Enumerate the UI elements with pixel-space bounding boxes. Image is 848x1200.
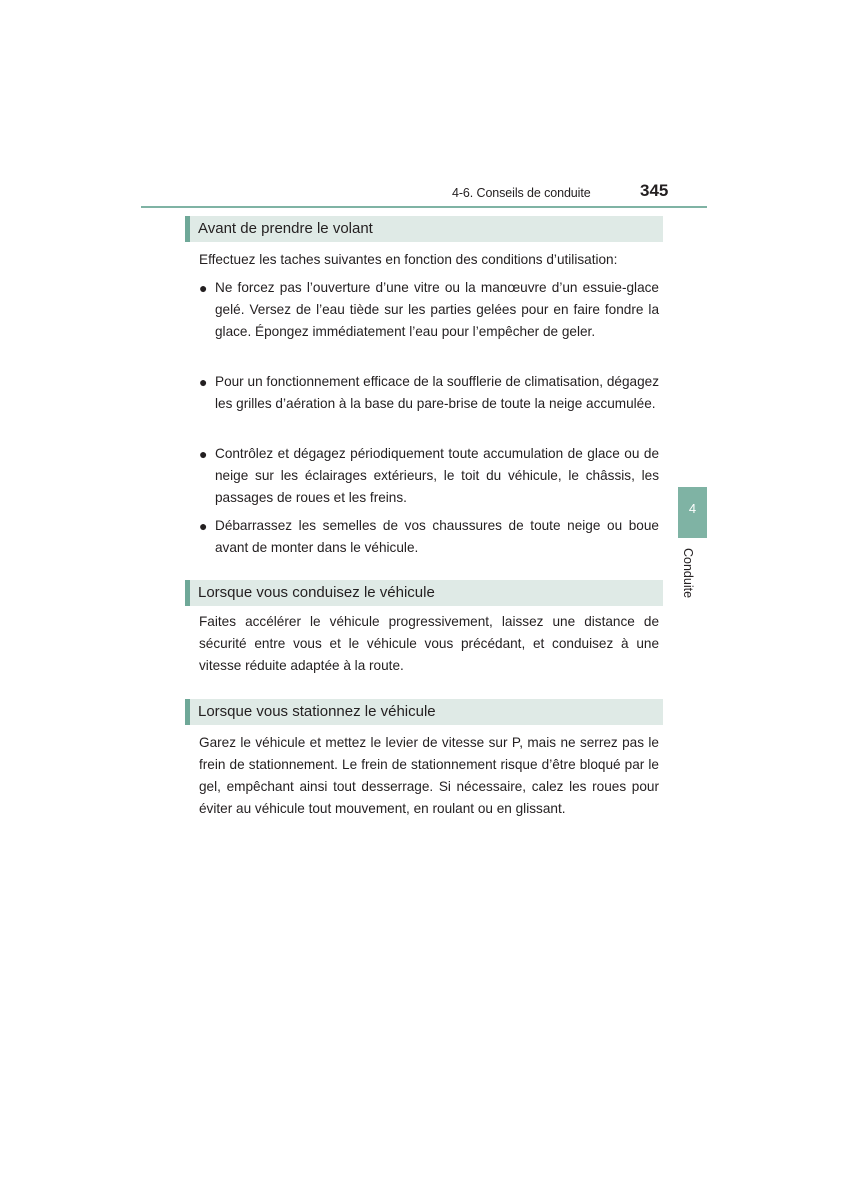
chapter-tab [678, 487, 707, 538]
section-heading-1 [185, 216, 663, 242]
bullet-icon: ● [199, 280, 208, 296]
bullet-item [199, 515, 659, 559]
header-rule [141, 206, 707, 208]
running-header-section: 4-6. Conseils de conduite [452, 186, 591, 200]
bullet-text: Contrôlez et dégagez périodiquement toute accumulation de glace ou de neige sur les éclairages extérieurs, le toit du véhicule, le châssis, les passages de roues et les freins. [215, 446, 659, 505]
page-number: 345 [640, 181, 669, 200]
bullet-icon: ● [199, 518, 208, 534]
section-intro: Effectuez les taches suivantes en fonction des conditions d’utilisation: [199, 252, 618, 267]
chapter-tab-number: 4 [688, 501, 697, 516]
chapter-tab-label: Conduite [681, 548, 695, 599]
bullet-text: Pour un fonctionnement efficace de la soufflerie de climatisation, dégagez les grilles d’aération à la base du pare-brise de toute la neige accumulée. [215, 374, 659, 411]
section-body: Garez le véhicule et mettez le levier de vitesse sur P, mais ne serrez pas le frein de stationnement. Le frein de stationnement risque d’être bloqué par le gel, empêchant ainsi tout desserrage. Si nécessaire, calez les roues pour éviter au véhicule tout mouvement, en roulant ou en glissant. [199, 735, 659, 816]
bullet-text: Ne forcez pas l’ouverture d’une vitre ou la manœuvre d’un essuie-glace gelé. Versez de l’eau tiède sur les parties gelées pour en faire fondre la glace. Épongez immédiatement l’eau pour l’empêcher de geler. [215, 280, 659, 339]
bullet-icon: ● [199, 446, 208, 462]
section-title: Avant de prendre le volant [198, 220, 373, 237]
bullet-item [199, 277, 659, 343]
section-heading-2 [185, 580, 663, 606]
bullet-item [199, 371, 659, 415]
section-title: Lorsque vous stationnez le véhicule [198, 703, 436, 720]
section-heading-3 [185, 699, 663, 725]
bullet-item [199, 443, 659, 509]
bullet-text: Débarrassez les semelles de vos chaussures de toute neige ou boue avant de monter dans le véhicule. [215, 518, 659, 555]
section-body: Faites accélérer le véhicule progressivement, laissez une distance de sécurité entre vous et le véhicule vous précédant, et conduisez à une vitesse réduite adaptée à la route. [199, 614, 659, 673]
bullet-icon: ● [199, 374, 208, 390]
section-title: Lorsque vous conduisez le véhicule [198, 584, 435, 601]
